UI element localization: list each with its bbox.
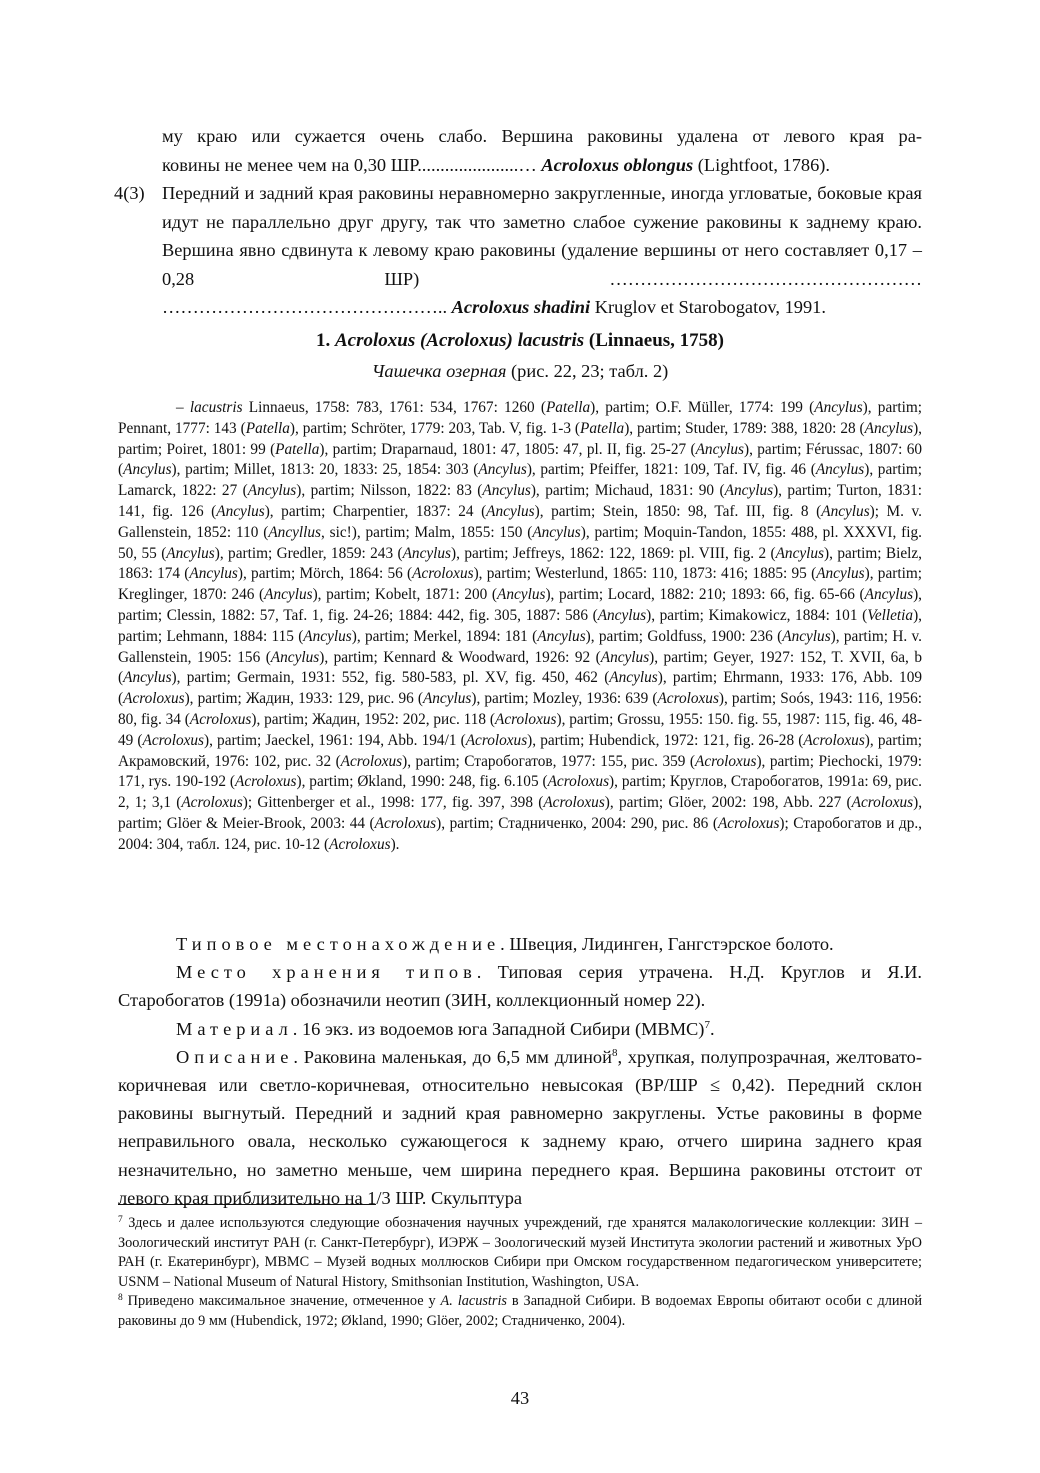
synonymy-text: ). (390, 835, 400, 853)
synonymy-genus: Acroloxus (694, 752, 757, 770)
species-name: A. lacustris (440, 1293, 507, 1309)
synonymy-genus: Velletia (867, 606, 914, 624)
synonymy-genus: Ancylus (497, 586, 546, 604)
synonymy-text: ), partim; Draparnaud, 1801: 47, 1805: 47, pl. II, fig. 25-27 ( (319, 440, 696, 458)
key-dots: ……………………………………….. (162, 297, 452, 317)
synonymy-genus: Acroloxus (803, 731, 865, 749)
synonymy-text: ), partim; Kimakowicz, 1884: 101 ( (646, 606, 868, 624)
synonymy-genus: Ancylus (775, 544, 825, 562)
synonymy-text: ), partim; Økland, 1990: 248, fig. 6.105 ( (296, 773, 548, 791)
footnote-text: Приведено максимальное значение, отмеченное у (122, 1293, 441, 1309)
synonymy-genus: Ancylus (814, 399, 863, 416)
synonymy-text: ), partim; Michaud, 1831: 90 ( (530, 482, 725, 500)
synonymy-text: ), partim; Turton, 1831: 141, fig. 126 ( (118, 482, 923, 520)
synonymy-genus: Ancylus (486, 502, 535, 520)
key-couplet-result (162, 293, 922, 322)
footnote-divider (118, 1204, 376, 1205)
synonymy-genus: Ancylus (478, 461, 527, 479)
common-name-line (118, 361, 922, 382)
synonymy-text: ), partim; Жадин, 1933: 129, рис. 96 ( (184, 690, 423, 708)
species-heading (118, 330, 922, 352)
synonymy-genus: Ancylus (864, 419, 914, 437)
footnote-mark: 8 (118, 1293, 123, 1303)
synonymy-genus: Acroloxus (189, 710, 252, 728)
synonymy-list (118, 398, 922, 856)
synonymy-genus: Acroloxus (181, 794, 243, 812)
synonymy-genus: Acroloxus (235, 773, 297, 791)
common-name: Чашечка озерная (371, 361, 507, 381)
synonymy-text: ), partim; Studer, 1789: 388, 1820: 28 ( (624, 419, 865, 437)
synonymy-genus: Ancylus (609, 669, 658, 687)
type-locality (118, 930, 922, 958)
synonymy-text: ), partim; Glöer, 2002: 198, Abb. 227 ( (604, 794, 852, 812)
synonymy-genus: Ancylus (247, 482, 297, 500)
synonymy-genus: Ancylus (532, 523, 581, 541)
synonymy-text: ), partim; Hubendick, 1972: 121, fig. 26-28 ( (527, 731, 804, 749)
synonymy-text: – (176, 399, 190, 416)
synonymy-genus: Acroloxus (142, 731, 204, 749)
synonymy-genus: Acroloxus (374, 814, 437, 832)
footnote-8 (118, 1292, 922, 1331)
synonymy-text: ); Gittenberger et al., 1998: 177, fig. 397, 398 ( (242, 794, 544, 812)
page-number: 43 (510, 1388, 530, 1408)
synonymy-genus: Ancylus (597, 606, 647, 624)
synonymy-text: ), partim; Piechocki, 1979: 171, rys. 190-192 ( (118, 752, 922, 791)
section-label: Место хранения типов (176, 962, 477, 983)
synonymy-genus: Acroloxus (495, 710, 557, 728)
synonymy-genus: Ancylus (189, 565, 238, 583)
key-continuation-line (162, 122, 922, 151)
synonymy-text: ), partim; Clessin, 1882: 57, Taf. 1, fig. 24-26; 1884: 442, fig. 305, 1887: 586 ( (118, 586, 922, 624)
section-text: . Раковина маленькая, до 6,5 мм длиной (293, 1046, 612, 1067)
synonymy-genus: Ancylus (303, 627, 352, 645)
synonymy-text: ), partim; Moquin-Tandon, 1855: 488, pl. XXXVI, fig. 50, 55 ( (118, 523, 923, 562)
species-author: (Linnaeus, 1758) (584, 330, 725, 351)
synonymy-genus: Ancylus (402, 544, 452, 562)
synonymy-text: ), partim; Ehrmann, 1933: 176, Abb. 109 ( (118, 669, 922, 708)
section-text: . Швеция, Лидинген, Гангстэрское болото. (500, 934, 834, 954)
synonymy-text: ), partim; Schröter, 1779: 203, Tab. V, fig. 1-3 ( (289, 419, 580, 437)
synonymy-genus: Acroloxus (657, 690, 719, 708)
synonymy-genus: Acroloxus (412, 565, 474, 583)
synonymy-text: ), partim; Lamarck, 1822: 27 ( (118, 461, 922, 500)
synonymy-genus: Ancylus (782, 627, 831, 645)
species-name: Acroloxus shadini (451, 297, 591, 317)
material (118, 1015, 922, 1043)
synonymy-genus: Ancylus (482, 482, 531, 500)
figure-refs: (рис. 22, 23; табл. 2) (506, 361, 669, 381)
synonymy-genus: Acroloxus (340, 752, 403, 770)
key-item-text (162, 179, 922, 293)
synonymy-text: ), partim; Акрамовский, 1976: 102, рис. 32 ( (118, 731, 923, 770)
synonymy-text: ), partim; Жадин, 1952: 202, рис. 118 ( (251, 710, 496, 728)
species-description (118, 930, 922, 1212)
species-number: 1. (315, 330, 335, 351)
footnotes (118, 1214, 922, 1331)
synonymy-text: ), partim; Pennant, 1777: 143 ( (118, 399, 922, 437)
synonymy-genus: Acroloxus (329, 835, 391, 853)
synonymy-text: ), partim; Круглов, Старобогатов, 1991a: 69, рис. 2, 1; 3,1 ( (118, 773, 923, 812)
synonymy-text: ), partim; Jeffreys, 1862: 122, 1869: pl. VIII, fig. 2 ( (451, 544, 776, 562)
synonymy-genus: Ancylus (264, 586, 313, 604)
synonymy-text: ), partim; Westerlund, 1865: 110, 1873: 416; 1885: 95 ( (473, 565, 817, 583)
synonymy-genus: Patella (545, 399, 591, 416)
synonymy-genus: Ancylus (537, 627, 586, 645)
synonymy-genus: Ancylus (724, 482, 774, 500)
synonymy-text: ), partim; Pfeiffer, 1821: 109, Taf. IV, fig. 46 ( (526, 461, 816, 479)
synonymy-genus: Acroloxus (543, 794, 605, 812)
species-author: (Lightfoot, 1786). (693, 154, 831, 175)
section-label: Типовое местонахождение (176, 934, 501, 954)
synonymy-text: ), partim; Geyer, 1927: 152, T. XVII, 6a, b ( (118, 648, 922, 687)
synonymy-genus: Ancylus (816, 565, 865, 583)
key-text: ковины не менее чем на 0,30 ШР......................… (162, 154, 542, 175)
key-item-4 (114, 179, 922, 322)
key-text: му краю или сужается очень слабо. Вершина раковины удалена от левого края ра- (162, 126, 922, 146)
footnote-text: в Западной Сибири. В водоемах Европы обитают особи с длиной раковины до 9 мм (Hubendick, 1972; Økland, 1990; Glöer, 2002; Стадниченко, 2004). (118, 1293, 922, 1329)
synonymy-genus: Ancylus (821, 502, 870, 520)
synonymy-text: ), partim; H. v. Gallenstein, 1905: 156 ( (118, 627, 923, 666)
synonymy-text: ), partim; Старобогатов, 1977: 155, рис. 359 ( (402, 752, 695, 770)
section-text: . (709, 1018, 715, 1039)
synonymy-genus: Ancylus (422, 690, 472, 708)
synonymy-text: ), partim; Nilsson, 1822: 83 ( (296, 482, 483, 500)
synonymy-text: ), partim; Bielz, 1863: 174 ( (118, 544, 922, 583)
synonymy-text: ), partim; Mozley, 1936: 639 ( (471, 690, 658, 708)
key-text: Передний и задний края раковины неравномерно закругленные, иногда угловатые, боковые края идут не параллельно друг другу, так что заметно слабое сужение раковины к заднему краю. Вершина явно сдвинута к левому краю раковины (удаление вершины от него составляет 0,17 – 0,28 ШР) …………………………………………… (162, 183, 922, 289)
synonymy-text: ), partim; Grossu, 1955: 150. fig. 55, 1987: 115, fig. 46, 48-49 ( (118, 710, 922, 749)
synonymy-text: ), partim; Locard, 1882: 210; 1893: 66, fig. 65-66 ( (545, 586, 865, 604)
synonymy-text: ), partim; O.F. Müller, 1774: 199 ( (590, 399, 815, 416)
synonymy-genus: Patella (245, 419, 290, 437)
footnote-ref[interactable]: 8 (611, 1046, 618, 1059)
synonymy-genus: Ancylus (270, 648, 320, 666)
synonymy-genus: Acroloxus (123, 690, 185, 708)
synonymy-text: ); Старобогатов и др., 2004: 304, табл. 124, рис. 10-12 ( (118, 814, 923, 853)
synonymy-genus: lacustris (189, 399, 243, 416)
footnote-mark: 7 (118, 1215, 123, 1225)
synonymy-genus: Acroloxus (465, 731, 528, 749)
synonymy-text: ), partim; Poiret, 1801: 99 ( (118, 419, 922, 458)
synonymy-text: ), partim; Merkel, 1894: 181 ( (351, 627, 538, 645)
identification-key (114, 122, 922, 322)
synonymy-genus: Ancylus (123, 669, 172, 687)
synonymy-genus: Acroloxus (717, 814, 780, 832)
synonymy-text: , sic!), partim; Malm, 1855: 150 ( (321, 523, 533, 541)
synonymy-genus: Acroloxus (851, 794, 914, 812)
synonymy-genus: Ancylus (695, 440, 745, 458)
species-name: Acroloxus (Acroloxus) lacustris (334, 330, 585, 351)
synonymy-text: ), partim; Gredler, 1859: 243 ( (214, 544, 403, 562)
synonymy-text: ), partim; Goldfuss, 1900: 236 ( (585, 627, 783, 645)
synonymy-genus: Ancylus (166, 544, 215, 562)
section-label: Описание (176, 1046, 294, 1067)
section-text: . Типовая серия утрачена. Н.Д. Круглов и Я.И. Старобогатов (1991а) обозначили неотип (ЗИН, коллекционный номер 22). (118, 962, 922, 1011)
synonymy-text: ), partim; Férussac, 1807: 60 ( (118, 440, 922, 479)
footnote-text: Здесь и далее используются следующие обозначения научных учреждений, где хранятся малакологические коллекции: ЗИН – Зоологический институт РАН (г. Санкт-Петербург), ИЭРЖ – Зоологический музей Института экологии растений и животных УрО РАН (г. Екатеринбург), МВМС – Музей водных моллюсков Сибири при Омском государственном педагогическом университете; USNM – National Museum of Natural History, Smithsonian Institution, Washington, USA. (118, 1215, 922, 1290)
section-text: , хрупкая, полупрозрачная, желтовато-коричневая или светло-коричневая, относительно невысокая (ВР/ШР ≤ 0,42). Передний склон раковины выгнутый. Передний и задний края равномерно закруглены. Устье раковины в форме неправильного овала, несколько сужающегося к заднему краю, отчего ширина заднего края незначительно, но заметно меньше, чем ширина переднего края. Вершина раковины отстоит от левого края приблизительно на 1/3 ШР. Скульптура (118, 1046, 922, 1208)
synonymy-text: ), partim; Mörch, 1864: 56 ( (237, 565, 413, 583)
synonymy-genus: Ancylus (815, 461, 865, 479)
synonymy-text: ), partim; Stein, 1850: 98, Taf. III, fig. 8 ( (534, 502, 822, 520)
synonymy-text: Linnaeus, 1758: 783, 1761: 534, 1767: 1260 ( (242, 399, 546, 416)
synonymy-text: ), partim; Jaeckel, 1961: 194, Abb. 194/1 ( (204, 731, 466, 749)
synonymy-genus: Ancyllus (268, 523, 322, 541)
synonymy-text: ), partim; Germain, 1931: 552, fig. 580-583, pl. XV, fig. 450, 462 ( (171, 669, 610, 687)
synonymy-genus: Ancylus (600, 648, 650, 666)
synonymy-text: ), partim; Kreglinger, 1870: 246 ( (118, 565, 922, 604)
synonymy-text: ), partim; Glöer & Meier-Brook, 2003: 44 ( (118, 794, 923, 832)
synonymy-genus: Ancylus (216, 502, 265, 520)
synonymy-text: ), partim; Lehmann, 1884: 115 ( (118, 606, 922, 645)
synonymy-text: ), partim; Стадниченко, 2004: 290, рис. 86 ( (436, 814, 718, 832)
key-couplet-result (162, 151, 922, 180)
footnote-7 (118, 1214, 922, 1292)
synonymy-text: ), partim; Kennard & Woodward, 1926: 92 ( (319, 648, 601, 666)
synonymy-genus: Patella (580, 419, 625, 437)
footnote-ref[interactable]: 7 (704, 1018, 710, 1031)
synonymy-genus: Ancylus (864, 586, 914, 604)
synonymy-genus: Ancylus (123, 461, 172, 479)
synonymy-text: ), partim; Millet, 1813: 20, 1833: 25, 1854: 303 ( (171, 461, 479, 479)
synonymy-genus: Patella (275, 440, 320, 458)
synonymy-text: ), partim; Soós, 1943: 116, 1956: 80, fig. 34 ( (118, 690, 922, 728)
description (118, 1043, 922, 1212)
synonymy-text: ); M. v. Gallenstein, 1852: 110 ( (118, 502, 922, 541)
section-label: Материал (176, 1018, 293, 1039)
species-name: Acroloxus oblongus (541, 154, 694, 175)
section-text: . 16 экз. из водоемов юга Западной Сибири (МВМС) (292, 1018, 705, 1039)
synonymy-text: ), partim; Charpentier, 1837: 24 ( (264, 502, 487, 520)
synonymy-text: ), partim; Kobelt, 1871: 200 ( (312, 586, 497, 604)
synonymy-genus: Acroloxus (547, 773, 610, 791)
type-storage (118, 958, 922, 1014)
key-item-number: 4(3) (114, 183, 145, 203)
species-author: Kruglov et Starobogatov, 1991. (590, 297, 826, 317)
